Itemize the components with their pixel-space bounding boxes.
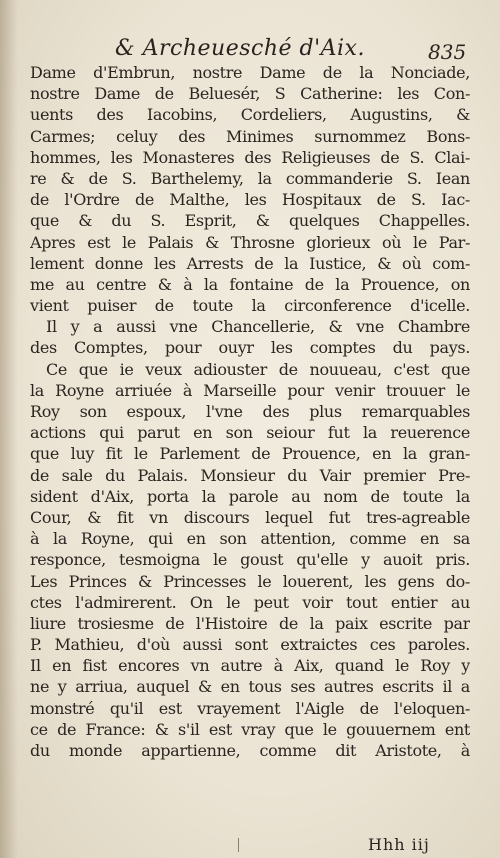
text-line: re & de S. Barthelemy, la commanderie S. Iean — [30, 168, 470, 188]
text-line: Carmes; celuy des Minimes surnommez Bons- — [30, 126, 470, 146]
text-line: que luy fit le Parlement de Prouence, en la gran- — [30, 444, 470, 464]
text-line: ce de France: & s'il est vray que le gouuernem ent — [30, 719, 470, 739]
text-line: nostre Dame de Beluesér, S Catherine: les Con- — [30, 84, 470, 104]
text-line: liure trosiesme de l'Histoire de la paix escrite par — [30, 613, 470, 633]
signature-mark: Hhh iij — [368, 835, 430, 854]
text-line: ne y arriua, auquel & en tous ses autres escrits il a — [30, 677, 470, 697]
text-line: la Royne arriuée à Marseille pour venir trouuer le — [30, 380, 470, 400]
text-line: que & du S. Esprit, & quelques Chappelles. — [30, 211, 470, 231]
body-text — [30, 62, 470, 761]
text-line: vient puiser de toute la circonference d'icelle. — [30, 296, 470, 316]
text-line: Ce que ie veux adiouster de nouueau, c'est que — [46, 359, 470, 379]
text-line: uents des Iacobins, Cordeliers, Augustins, & — [30, 105, 470, 125]
text-line: Les Princes & Princesses le louerent, les gens do- — [30, 571, 470, 591]
text-line: sident d'Aix, porta la parole au nom de toute la — [30, 486, 470, 506]
gutter-shadow — [0, 0, 18, 858]
text-line: actions qui parut en son seiour fut la reuerence — [30, 423, 470, 443]
running-title: & Archeuesché d'Aix. — [115, 36, 365, 61]
text-line: Dame d'Embrun, nostre Dame de la Nonciade, — [30, 63, 470, 82]
text-line: P. Mathieu, d'où aussi sont extraictes ces paroles. — [30, 635, 470, 655]
text-line: Cour, & fit vn discours lequel fut tres-agreable — [30, 507, 470, 527]
text-line: du monde appartienne, comme dit Aristote, à — [30, 741, 470, 760]
text-line: Il en fist encores vn autre à Aix, quand le Roy y — [30, 656, 470, 676]
text-line: Roy son espoux, l'vne des plus remarquables — [30, 402, 470, 421]
text-line: des Comptes, pour ouyr les comptes du pays. — [30, 338, 470, 358]
text-line: monstré qu'il est vrayement l'Aigle de l'eloquen- — [30, 698, 470, 718]
paper-speck — [238, 838, 239, 852]
text-line: de sale du Palais. Monsieur du Vair premier Pre- — [30, 465, 470, 485]
text-line: responce, tesmoigna le goust qu'elle y auoit pris. — [30, 550, 470, 570]
text-line: ctes l'admirerent. On le peut voir tout entier au — [30, 592, 470, 612]
text-line: Apres est le Palais & Throsne glorieux où le Par- — [30, 232, 470, 252]
text-line: de l'Ordre de Malthe, les Hospitaux de S. Iac- — [30, 190, 470, 210]
page-number: 835 — [428, 40, 467, 64]
text-line: Il y a aussi vne Chancellerie, & vne Chambre — [46, 317, 470, 337]
text-line: lement donne les Arrests de la Iustice, & où com- — [30, 253, 470, 273]
text-line: me au centre & à la fontaine de la Prouence, on — [30, 274, 470, 294]
text-line: à la Royne, qui en son attention, comme en sa — [30, 529, 470, 549]
text-line: hommes, les Monasteres des Religieuses de S. Clai- — [30, 147, 470, 167]
